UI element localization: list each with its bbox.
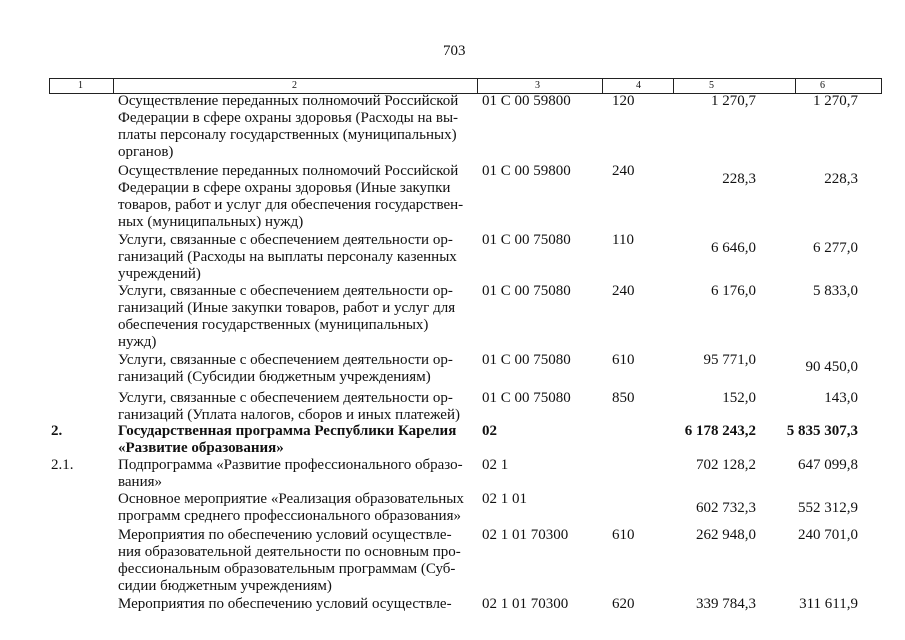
row-name-line: ния образовательной деятельности по основным про- — [118, 544, 461, 560]
header-col-6: 6 — [820, 80, 825, 91]
row-name-line: Мероприятия по обеспечению условий осуществле- — [118, 596, 452, 612]
row-name-line: ганизаций (Уплата налогов, сборов и иных платежей) — [118, 407, 460, 423]
row-name-line: Государственная программа Республики Карелия — [118, 423, 457, 439]
row-value-col5: 602 732,3 — [696, 500, 756, 516]
row-code: 01 С 00 75080 — [482, 352, 571, 368]
row-code: 01 С 00 59800 — [482, 93, 571, 109]
row-value-col6: 1 270,7 — [813, 93, 858, 109]
column-divider — [795, 79, 796, 93]
header-col-3: 3 — [535, 80, 540, 91]
row-name-line: Осуществление переданных полномочий Российской — [118, 93, 459, 109]
table-header — [49, 78, 882, 94]
row-value-col6: 5 835 307,3 — [786, 423, 858, 439]
row-value-col6: 647 099,8 — [798, 457, 858, 473]
row-value-col5: 262 948,0 — [696, 527, 756, 543]
row-name-line: Мероприятия по обеспечению условий осуществле- — [118, 527, 452, 543]
row-name-line: Осуществление переданных полномочий Российской — [118, 163, 459, 179]
column-divider — [673, 79, 674, 93]
row-expense-kind: 610 — [612, 527, 635, 543]
page-number: 703 — [443, 43, 466, 59]
row-value-col5: 702 128,2 — [696, 457, 756, 473]
row-number: 2.1. — [51, 457, 74, 473]
row-expense-kind: 620 — [612, 596, 635, 612]
row-expense-kind: 610 — [612, 352, 635, 368]
row-expense-kind: 240 — [612, 163, 635, 179]
row-value-col6: 6 277,0 — [813, 240, 858, 256]
header-col-5: 5 — [709, 80, 714, 91]
row-name-line: «Развитие образования» — [118, 440, 284, 456]
row-value-col5: 6 176,0 — [711, 283, 756, 299]
row-expense-kind: 850 — [612, 390, 635, 406]
row-name-line: Федерации в сфере охраны здоровья (Расходы на вы- — [118, 110, 459, 126]
row-code: 01 С 00 75080 — [482, 390, 571, 406]
row-expense-kind: 240 — [612, 283, 635, 299]
row-value-col5: 1 270,7 — [711, 93, 756, 109]
row-name-line: Услуги, связанные с обеспечением деятельности ор- — [118, 283, 453, 299]
row-value-col5: 95 771,0 — [703, 352, 756, 368]
row-code: 01 С 00 75080 — [482, 283, 571, 299]
row-value-col6: 143,0 — [824, 390, 858, 406]
row-value-col5: 152,0 — [722, 390, 756, 406]
row-value-col6: 90 450,0 — [805, 359, 858, 375]
row-code: 02 1 01 70300 — [482, 527, 569, 543]
row-value-col6: 5 833,0 — [813, 283, 858, 299]
header-col-4: 4 — [636, 80, 641, 91]
row-code: 02 — [482, 423, 497, 439]
header-col-1: 1 — [78, 80, 83, 91]
row-name-line: фессиональным образовательным программам (Суб- — [118, 561, 456, 577]
row-name-line: ганизаций (Иные закупки товаров, работ и услуг для — [118, 300, 456, 316]
row-name-line: Услуги, связанные с обеспечением деятельности ор- — [118, 352, 453, 368]
header-col-2: 2 — [292, 80, 297, 91]
row-value-col6: 240 701,0 — [798, 527, 858, 543]
column-divider — [477, 79, 478, 93]
row-name-line: платы персоналу государственных (муниципальных) — [118, 127, 457, 143]
row-number: 2. — [51, 423, 63, 439]
row-name-line: учреждений) — [118, 266, 201, 282]
row-name-line: вания» — [118, 474, 162, 490]
row-value-col5: 339 784,3 — [696, 596, 756, 612]
row-code: 01 С 00 75080 — [482, 232, 571, 248]
row-code: 02 1 01 70300 — [482, 596, 569, 612]
row-name-line: Основное мероприятие «Реализация образовательных — [118, 491, 464, 507]
row-code: 02 1 — [482, 457, 509, 473]
row-value-col6: 311 611,9 — [799, 596, 858, 612]
row-name-line: нужд) — [118, 334, 157, 350]
row-name-line: ных (муниципальных) нужд) — [118, 214, 304, 230]
row-name-line: ганизаций (Расходы на выплаты персоналу казенных — [118, 249, 457, 265]
row-code: 02 1 01 — [482, 491, 527, 507]
row-name-line: органов) — [118, 144, 174, 160]
row-name-line: ганизаций (Субсидии бюджетным учреждениям) — [118, 369, 431, 385]
row-name-line: Федерации в сфере охраны здоровья (Иные закупки — [118, 180, 451, 196]
row-name-line: программ среднего профессионального образования» — [118, 508, 461, 524]
row-value-col5: 6 178 243,2 — [684, 423, 756, 439]
row-value-col5: 228,3 — [722, 171, 756, 187]
column-divider — [113, 79, 114, 93]
column-divider — [602, 79, 603, 93]
row-value-col6: 228,3 — [824, 171, 858, 187]
row-name-line: Подпрограмма «Развитие профессионального образо- — [118, 457, 463, 473]
row-name-line: Услуги, связанные с обеспечением деятельности ор- — [118, 390, 453, 406]
row-name-line: сидии бюджетным учреждениям) — [118, 578, 332, 594]
row-expense-kind: 110 — [612, 232, 634, 248]
row-code: 01 С 00 59800 — [482, 163, 571, 179]
row-value-col6: 552 312,9 — [798, 500, 858, 516]
row-name-line: обеспечения государственных (муниципальных) — [118, 317, 429, 333]
row-name-line: Услуги, связанные с обеспечением деятельности ор- — [118, 232, 453, 248]
row-name-line: товаров, работ и услуг для обеспечения государствен- — [118, 197, 464, 213]
row-value-col5: 6 646,0 — [711, 240, 756, 256]
row-expense-kind: 120 — [612, 93, 635, 109]
